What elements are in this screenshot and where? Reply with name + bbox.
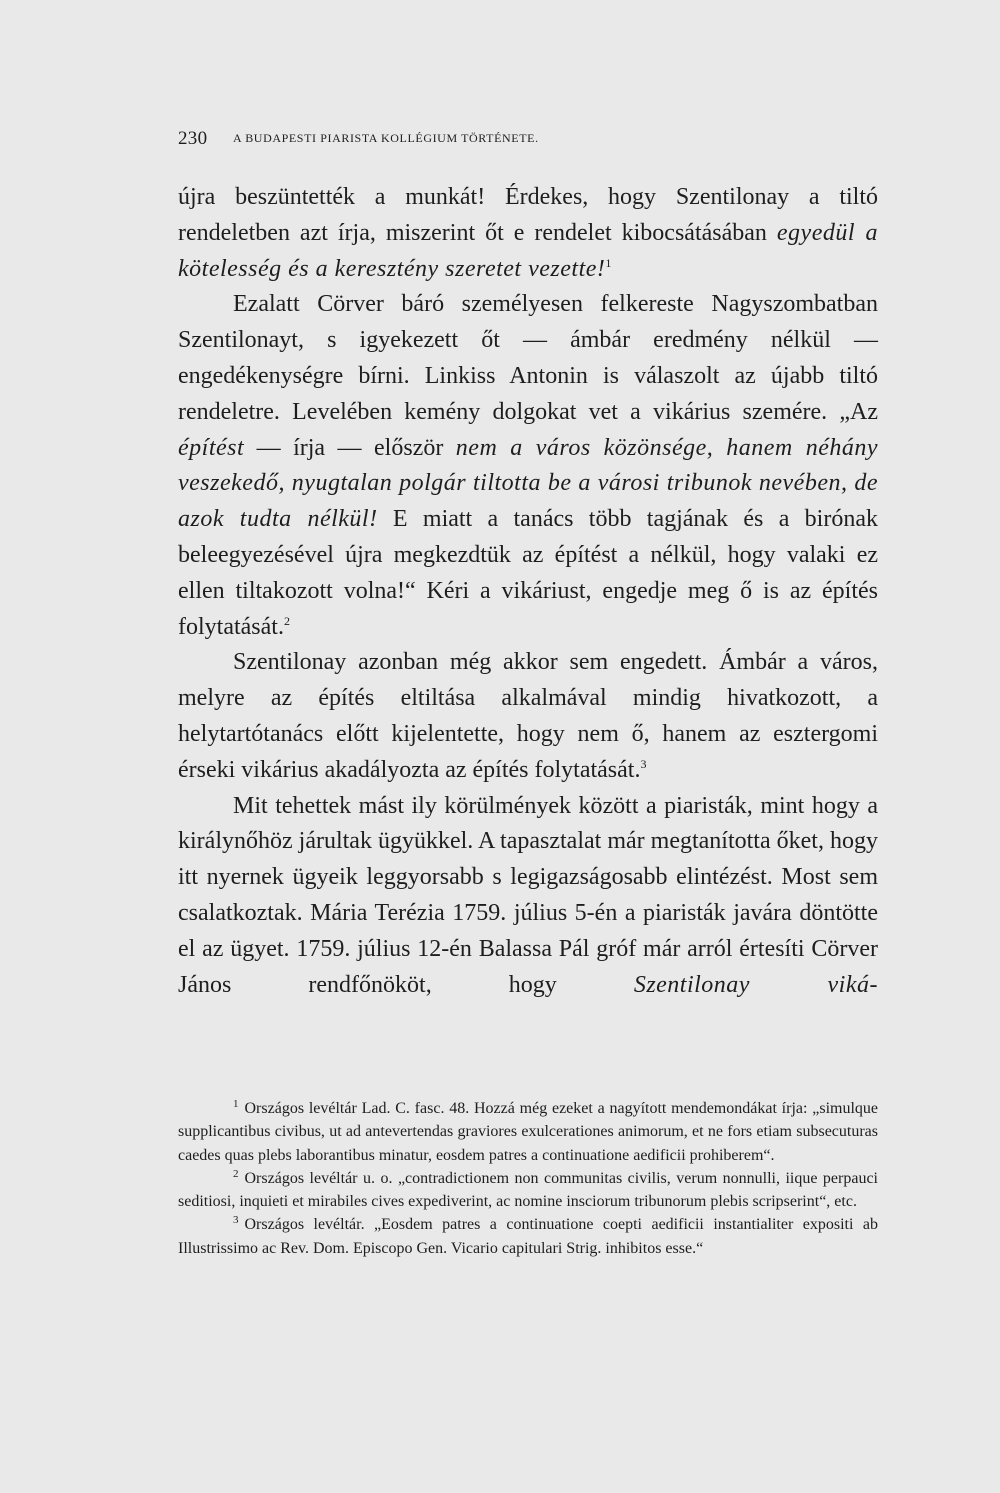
paragraph-2-emphasis-a: építést	[178, 434, 245, 461]
paragraph-4-text: Mit tehettek mást ily körülmények között a piaristák, mint hogy a királynőhöz járultak ügyükkel. A tapasztalat már megtanította őket, hogy itt nyernek ügyeik leggyorsabb s legigazságosabb elintézést. Most sem csalatkoztak. Mária Terézia 1759. július 5-én a piaristák javára döntötte el az ügyet. 1759. július 12-én Balassa Pál gróf már arról értesíti Cörver János rendfőnököt, hogy	[178, 792, 878, 998]
footnote-ref-1: 1	[605, 255, 612, 270]
footnote-number-1: 1	[233, 1097, 239, 1110]
footnote-ref-2: 2	[283, 613, 290, 628]
running-title: A BUDAPESTI PIARISTA KOLLÉGIUM TÖRTÉNETE.	[233, 131, 539, 145]
footnote-1	[178, 1097, 878, 1167]
paragraph-4-emphasis: Szentilonay viká-	[633, 971, 878, 998]
main-text	[178, 180, 878, 1003]
footnote-text-3: Országos levéltár. „Eosdem patres a continuatione coepti aedificii instantialiter expositi ab Illustrissimo ac Rev. Dom. Episcopo Gen. Vicario capitulari Strig. inhibitos esse.“	[178, 1216, 878, 1257]
paragraph-2-text-c: E miatt a tanács több tagjának és a birónak beleegyezésével újra megkezdtük az építést a nélkül, hogy valaki ez ellen tiltakozott volna!“ Kéri a vikáriust, engedje meg ő is az építés folytatását.	[178, 506, 878, 640]
footnote-text-2: Országos levéltár u. o. „contradictionem non communitas civilis, verum nonnulli, iique perpauci seditiosi, inquieti et mirabiles cives expediverint, ac nomine insciorum tribunorum plebis scripserint“, etc.	[178, 1169, 878, 1211]
footnote-text-1: Országos levéltár Lad. C. fasc. 48. Hozzá még ezeket a nagyított mendemondákat írja: „simulque supplicantibus civibus, ut ad antevertendas graviores exulcerationes animorum, et ne fors etiam subsecuturas caedes quas plebs laborantibus minatur, eosdem patres a continuatione aedificii prohiberem“.	[178, 1100, 878, 1164]
paragraph-1	[178, 180, 878, 287]
footnote-3	[178, 1213, 878, 1260]
paragraph-2	[178, 287, 878, 645]
footnote-2	[178, 1167, 878, 1214]
footnote-number-2: 2	[233, 1167, 239, 1180]
paragraph-3-text: Szentilonay azonban még akkor sem engedett. Ámbár a város, melyre az építés eltiltása alkalmával mindig hivatkozott, a helytartótanács előtt kijelentette, hogy nem ő, hanem az esztergomi érseki vikárius akadályozta az építés folytatását.	[178, 649, 878, 783]
paragraph-2-emphasis-b: nem a város közönsége, hanem néhány veszekedő, nyugtalan polgár tiltotta be a városi tribunok nevében, de azok tudta nélkül!	[178, 434, 878, 533]
paragraph-1-text: újra beszüntették a munkát! Érdekes, hogy Szentilonay a tiltó rendeletben azt írja, miszerint őt e rendelet kibocsátásában	[178, 184, 878, 246]
footnotes	[178, 1097, 878, 1260]
paragraph-1-emphasis: egyedül a kötelesség és a keresztény szeretet vezette!	[178, 219, 878, 282]
paragraph-2-text-a: Ezalatt Cörver báró személyesen felkereste Nagyszombatban Szentilonayt, s igyekezett őt — ámbár eredmény nélkül — engedékenységre bírni. Linkiss Antonin is válaszolt az újabb tiltó rendeletre. Levelében kemény dolgokat vet a vikárius szemére. „Az	[178, 291, 878, 425]
running-header	[178, 128, 878, 152]
paragraph-2-text-b: — írja — először	[244, 434, 456, 461]
footnote-ref-3: 3	[640, 756, 647, 771]
paragraph-3	[178, 645, 878, 788]
footnote-number-3: 3	[233, 1214, 239, 1227]
page-number: 230	[178, 128, 208, 149]
paragraph-4	[178, 789, 878, 1004]
